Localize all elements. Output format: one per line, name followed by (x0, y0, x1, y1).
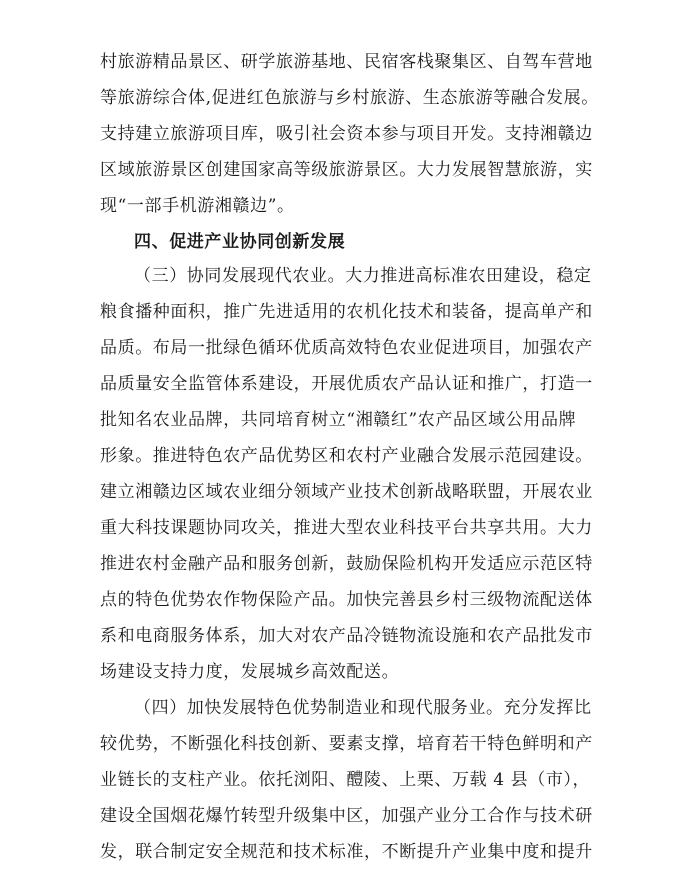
body-line: 区域旅游景区创建国家高等级旅游景区。大力发展智慧旅游，实 (100, 160, 593, 180)
paragraph-first-line: （三）协同发展现代农业。大力推进高标准农田建设，稳定 (134, 266, 592, 286)
body-line: 发，联合制定安全规范和技术标准，不断提升产业集中度和提升 (100, 842, 593, 862)
body-line: 推进农村金融产品和服务创新，鼓励保险机构开发适应示范区特 (100, 554, 593, 574)
body-line: 品质。布局一批绿色循环优质高效特色农业促进项目，加强农产 (100, 338, 593, 358)
body-line: 形象。推进特色农产品优势区和农村产业融合发展示范园建设。 (100, 446, 593, 466)
body-line: 业链长的支柱产业。依托浏阳、醴陵、上栗、万载 4 县（市）， (100, 770, 591, 790)
body-line: 粮食播种面积，推广先进适用的农机化技术和装备，提高单产和 (100, 302, 593, 322)
body-line: 批知名农业品牌，共同培育树立“湘赣红”农产品区域公用品牌 (100, 410, 577, 430)
paragraph-first-line: （四）加快发展特色优势制造业和现代服务业。充分发挥比 (134, 698, 592, 718)
body-line: 场建设支持力度，发展城乡高效配送。 (100, 662, 400, 682)
body-line: 支持建立旅游项目库，吸引社会资本参与项目开发。支持湘赣边 (100, 124, 593, 144)
body-line: 点的特色优势农作物保险产品。加快完善县乡村三级物流配送体 (100, 590, 593, 610)
body-line: 建立湘赣边区域农业细分领域产业技术创新战略联盟，开展农业 (100, 482, 593, 502)
body-line: 村旅游精品景区、研学旅游基地、民宿客栈聚集区、自驾车营地 (100, 52, 593, 72)
body-line: 系和电商服务体系，加大对农产品冷链物流设施和农产品批发市 (100, 626, 593, 646)
body-line: 重大科技课题协同攻关，推进大型农业科技平台共享共用。大力 (100, 518, 593, 538)
body-line: 建设全国烟花爆竹转型升级集中区，加强产业分工合作与技术研 (100, 806, 593, 826)
body-line: 较优势，不断强化科技创新、要素支撑，培育若干特色鲜明和产 (100, 734, 593, 754)
body-line: 等旅游综合体,促进红色旅游与乡村旅游、生态旅游等融合发展。 (100, 88, 599, 108)
section-heading: 四、促进产业协同创新发展 (134, 232, 346, 252)
body-line: 品质量安全监管体系建设，开展优质农产品认证和推广，打造一 (100, 374, 593, 394)
body-line: 现“一部手机游湘赣边”。 (100, 196, 295, 216)
